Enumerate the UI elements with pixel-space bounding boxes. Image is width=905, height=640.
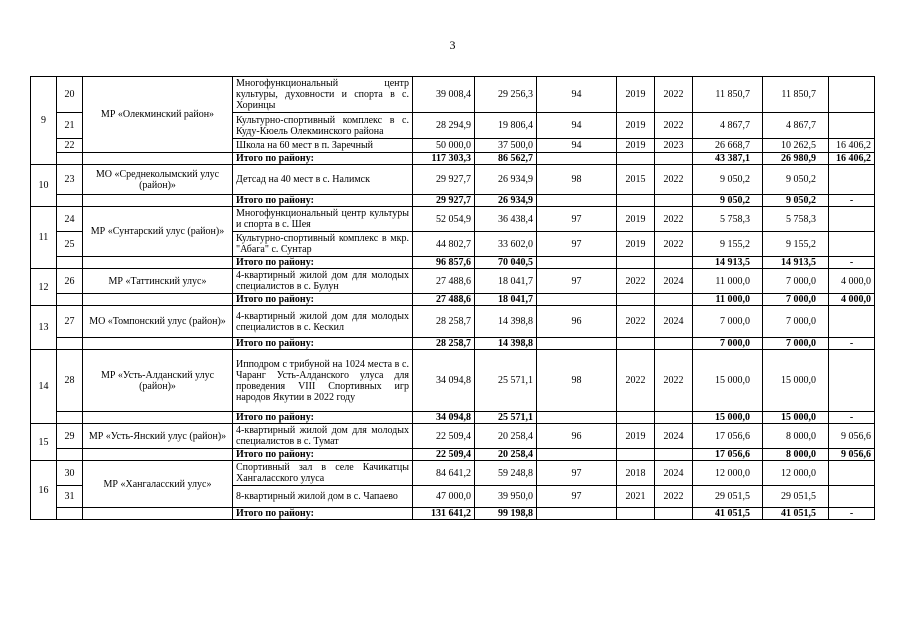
group-number: 10 [31,165,57,207]
start-year: 2019 [617,113,655,139]
total-remaining-cost: 18 041,7 [475,294,537,306]
total-financing-other: - [829,412,875,424]
total-row [31,257,875,269]
financing-current: 7 000,0 [763,306,829,338]
empty-cell [537,195,617,207]
group-number: 9 [31,77,57,165]
total-financing: 15 000,0 [693,412,763,424]
readiness-percent: 96 [537,306,617,338]
financing-other [829,232,875,257]
financing-current: 8 000,0 [763,424,829,449]
object-name: 4-квартирный жилой дом для молодых специалистов в с. Булун [233,269,413,294]
start-year: 2019 [617,207,655,232]
total-financing: 9 155,2 [693,232,763,257]
total-estimated-cost: 27 488,6 [413,294,475,306]
total-label: Итого по району: [233,449,413,461]
table-row [31,350,875,412]
group-number: 14 [31,350,57,424]
region-name: МО «Среднеколымский улус (район)» [83,165,233,195]
object-name: Культурно-спортивный комплекс в с. Куду-Кюель Олекминского района [233,113,413,139]
start-year: 2015 [617,165,655,195]
object-name: 4-квартирный жилой дом для молодых специалистов в с. Тумат [233,424,413,449]
start-year: 2019 [617,139,655,153]
remaining-cost: 25 571,1 [475,350,537,412]
total-row [31,294,875,306]
financing-other [829,165,875,195]
object-name: Ипподром с трибуной на 1024 места в с. Чаранг Усть-Алданского улуса для проведения VIII Спортивных игр народов Якутии в 2022 году [233,350,413,412]
total-financing: 41 051,5 [693,508,763,520]
estimated-cost: 52 054,9 [413,207,475,232]
total-label: Итого по району: [233,153,413,165]
total-financing-current: 7 000,0 [763,294,829,306]
group-number: 13 [31,306,57,350]
end-year: 2022 [655,232,693,257]
row-number: 29 [57,424,83,449]
total-financing: 29 051,5 [693,486,763,508]
readiness-percent: 94 [537,139,617,153]
start-year: 2022 [617,306,655,338]
remaining-cost: 36 438,4 [475,207,537,232]
object-name: 8-квартирный жилой дом в с. Чапаево [233,486,413,508]
total-financing-current: 9 050,2 [763,195,829,207]
estimated-cost: 28 294,9 [413,113,475,139]
group-number: 15 [31,424,57,461]
financing-current: 10 262,5 [763,139,829,153]
total-financing: 9 050,2 [693,165,763,195]
empty-cell [655,508,693,520]
total-financing: 11 000,0 [693,294,763,306]
empty-cell [655,338,693,350]
empty-cell [617,449,655,461]
total-remaining-cost: 86 562,7 [475,153,537,165]
total-financing-other: 4 000,0 [829,294,875,306]
readiness-percent: 96 [537,424,617,449]
row-number: 28 [57,350,83,412]
financing-other: 16 406,2 [829,139,875,153]
remaining-cost: 39 950,0 [475,486,537,508]
financing-other [829,350,875,412]
total-financing: 11 000,0 [693,269,763,294]
end-year: 2022 [655,113,693,139]
readiness-percent: 97 [537,486,617,508]
readiness-percent: 97 [537,269,617,294]
table-row [31,207,875,232]
empty-cell [655,153,693,165]
estimated-cost: 44 802,7 [413,232,475,257]
empty-cell [537,508,617,520]
total-financing: 7 000,0 [693,338,763,350]
total-financing-other: - [829,257,875,269]
empty-cell [57,412,83,424]
empty-cell [83,257,233,269]
empty-cell [57,153,83,165]
empty-cell [537,257,617,269]
remaining-cost: 59 248,8 [475,461,537,486]
financing-other [829,486,875,508]
program-table [30,76,875,520]
financing-current: 12 000,0 [763,461,829,486]
end-year: 2024 [655,461,693,486]
row-number: 26 [57,269,83,294]
total-financing: 11 850,7 [693,77,763,113]
end-year: 2022 [655,486,693,508]
remaining-cost: 14 398,8 [475,306,537,338]
row-number: 21 [57,113,83,139]
total-remaining-cost: 14 398,8 [475,338,537,350]
row-number: 30 [57,461,83,486]
empty-cell [617,338,655,350]
group-number: 16 [31,461,57,520]
empty-cell [655,449,693,461]
total-financing-other: 16 406,2 [829,153,875,165]
empty-cell [57,257,83,269]
group-number: 11 [31,207,57,269]
financing-other [829,461,875,486]
total-financing: 7 000,0 [693,306,763,338]
end-year: 2022 [655,207,693,232]
empty-cell [57,449,83,461]
total-financing-other: - [829,508,875,520]
empty-cell [617,508,655,520]
object-name: Спортивный зал в селе Качикатцы Хангаласского улуса [233,461,413,486]
object-name: Многофункциональный центр культуры, духовности и спорта в с. Хоринцы [233,77,413,113]
end-year: 2022 [655,77,693,113]
empty-cell [617,153,655,165]
total-row [31,153,875,165]
table-row [31,269,875,294]
remaining-cost: 33 602,0 [475,232,537,257]
financing-other [829,77,875,113]
row-number: 27 [57,306,83,338]
total-financing: 17 056,6 [693,424,763,449]
empty-cell [83,195,233,207]
total-financing-current: 41 051,5 [763,508,829,520]
row-number: 25 [57,232,83,257]
object-name: Школа на 60 мест в п. Заречный [233,139,413,153]
total-financing-current: 26 980,9 [763,153,829,165]
region-name: МР «Хангаласский улус» [83,461,233,508]
end-year: 2024 [655,269,693,294]
total-financing: 17 056,6 [693,449,763,461]
total-label: Итого по району: [233,257,413,269]
table-row [31,424,875,449]
readiness-percent: 98 [537,165,617,195]
start-year: 2018 [617,461,655,486]
row-number: 20 [57,77,83,113]
object-name: Детсад на 40 мест в с. Налимск [233,165,413,195]
start-year: 2022 [617,350,655,412]
estimated-cost: 27 488,6 [413,269,475,294]
estimated-cost: 29 927,7 [413,165,475,195]
end-year: 2024 [655,424,693,449]
total-remaining-cost: 99 198,8 [475,508,537,520]
start-year: 2021 [617,486,655,508]
readiness-percent: 97 [537,207,617,232]
start-year: 2019 [617,77,655,113]
total-row [31,195,875,207]
empty-cell [83,449,233,461]
page-number: 3 [449,38,456,52]
total-row [31,412,875,424]
total-remaining-cost: 20 258,4 [475,449,537,461]
end-year: 2022 [655,165,693,195]
total-label: Итого по району: [233,412,413,424]
empty-cell [57,508,83,520]
remaining-cost: 37 500,0 [475,139,537,153]
empty-cell [537,449,617,461]
empty-cell [655,412,693,424]
total-financing-other: 9 056,6 [829,449,875,461]
remaining-cost: 19 806,4 [475,113,537,139]
financing-current: 9 050,2 [763,165,829,195]
total-financing-current: 7 000,0 [763,338,829,350]
total-financing: 14 913,5 [693,257,763,269]
end-year: 2024 [655,306,693,338]
financing-current: 9 155,2 [763,232,829,257]
total-financing-current: 15 000,0 [763,412,829,424]
financing-current: 11 850,7 [763,77,829,113]
estimated-cost: 39 008,4 [413,77,475,113]
region-name: МР «Олекминский район» [83,77,233,153]
remaining-cost: 26 934,9 [475,165,537,195]
region-name: МО «Томпонский улус (район)» [83,306,233,338]
empty-cell [617,412,655,424]
financing-other [829,306,875,338]
estimated-cost: 50 000,0 [413,139,475,153]
object-name: Многофункциональный центр культуры и спорта в с. Шея [233,207,413,232]
start-year: 2022 [617,269,655,294]
total-financing: 15 000,0 [693,350,763,412]
estimated-cost: 34 094,8 [413,350,475,412]
total-financing-current: 8 000,0 [763,449,829,461]
region-name: МР «Таттинский улус» [83,269,233,294]
financing-current: 5 758,3 [763,207,829,232]
estimated-cost: 47 000,0 [413,486,475,508]
empty-cell [617,294,655,306]
end-year: 2022 [655,350,693,412]
total-estimated-cost: 117 303,3 [413,153,475,165]
empty-cell [83,508,233,520]
total-remaining-cost: 70 040,5 [475,257,537,269]
financing-current: 29 051,5 [763,486,829,508]
total-row [31,338,875,350]
start-year: 2019 [617,424,655,449]
total-financing-other: - [829,338,875,350]
readiness-percent: 94 [537,113,617,139]
region-name: МР «Усть-Янский улус (район)» [83,424,233,449]
empty-cell [57,294,83,306]
table-row [31,77,875,113]
start-year: 2019 [617,232,655,257]
total-estimated-cost: 34 094,8 [413,412,475,424]
empty-cell [617,257,655,269]
estimated-cost: 84 641,2 [413,461,475,486]
empty-cell [57,338,83,350]
total-row [31,449,875,461]
financing-current: 7 000,0 [763,269,829,294]
empty-cell [537,153,617,165]
total-remaining-cost: 25 571,1 [475,412,537,424]
total-label: Итого по району: [233,338,413,350]
readiness-percent: 97 [537,232,617,257]
empty-cell [83,338,233,350]
object-name: 4-квартирный жилой дом для молодых специалистов в с. Кескил [233,306,413,338]
row-number: 22 [57,139,83,153]
total-financing: 26 668,7 [693,139,763,153]
estimated-cost: 22 509,4 [413,424,475,449]
total-label: Итого по району: [233,195,413,207]
total-estimated-cost: 29 927,7 [413,195,475,207]
table-row [31,306,875,338]
row-number: 24 [57,207,83,232]
financing-current: 15 000,0 [763,350,829,412]
readiness-percent: 97 [537,461,617,486]
empty-cell [83,294,233,306]
table-row [31,461,875,486]
region-name: МР «Усть-Алданский улус (район)» [83,350,233,412]
row-number: 31 [57,486,83,508]
empty-cell [537,412,617,424]
empty-cell [655,294,693,306]
total-financing-other: - [829,195,875,207]
empty-cell [83,153,233,165]
remaining-cost: 29 256,3 [475,77,537,113]
total-row [31,508,875,520]
financing-other [829,207,875,232]
total-financing: 9 050,2 [693,195,763,207]
total-label: Итого по району: [233,294,413,306]
financing-current: 4 867,7 [763,113,829,139]
total-remaining-cost: 26 934,9 [475,195,537,207]
total-financing: 5 758,3 [693,207,763,232]
object-name: Культурно-спортивный комплекс в мкр. "Абага" с. Сунтар [233,232,413,257]
financing-other: 4 000,0 [829,269,875,294]
remaining-cost: 18 041,7 [475,269,537,294]
empty-cell [655,257,693,269]
row-number: 23 [57,165,83,195]
total-financing: 12 000,0 [693,461,763,486]
estimated-cost: 28 258,7 [413,306,475,338]
table-row [31,165,875,195]
empty-cell [655,195,693,207]
region-name: МР «Сунтарский улус (район)» [83,207,233,257]
total-financing-current: 14 913,5 [763,257,829,269]
total-estimated-cost: 96 857,6 [413,257,475,269]
total-financing: 43 387,1 [693,153,763,165]
financing-other: 9 056,6 [829,424,875,449]
empty-cell [537,338,617,350]
group-number: 12 [31,269,57,306]
total-estimated-cost: 28 258,7 [413,338,475,350]
remaining-cost: 20 258,4 [475,424,537,449]
empty-cell [537,294,617,306]
readiness-percent: 94 [537,77,617,113]
total-label: Итого по району: [233,508,413,520]
empty-cell [83,412,233,424]
total-financing: 4 867,7 [693,113,763,139]
empty-cell [617,195,655,207]
readiness-percent: 98 [537,350,617,412]
end-year: 2023 [655,139,693,153]
total-estimated-cost: 22 509,4 [413,449,475,461]
financing-other [829,113,875,139]
total-estimated-cost: 131 641,2 [413,508,475,520]
empty-cell [57,195,83,207]
table-body [31,77,875,520]
